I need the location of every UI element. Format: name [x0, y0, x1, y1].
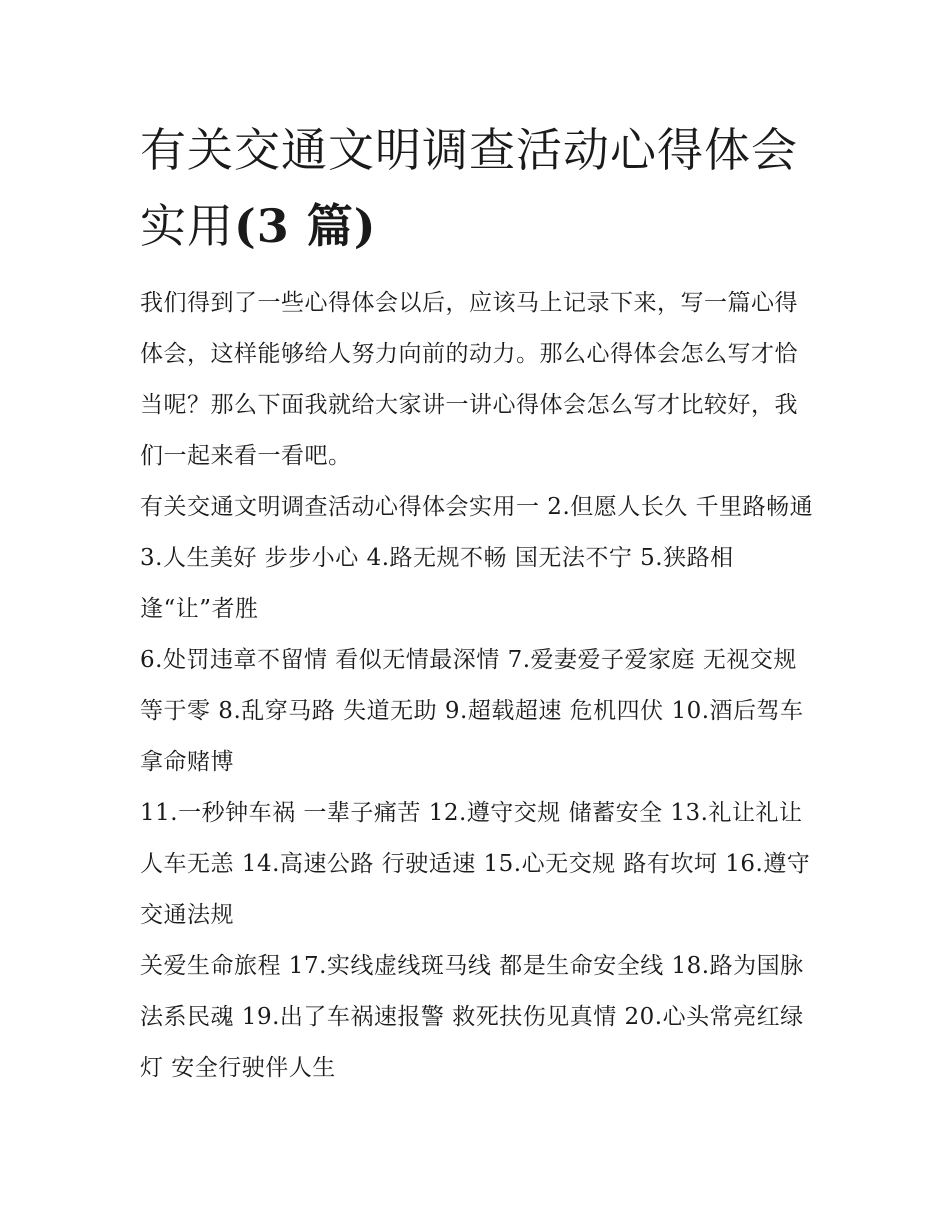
document-title [140, 112, 820, 264]
slogan-paragraph-3: 11.一秒钟车祸 一辈子痛苦 12.遵守交规 储蓄安全 13.礼让礼让人车无恙 14.高速公路 行驶适速 15.心无交规 路有坎坷 16.遵守交通法规 [140, 800, 811, 928]
title-suffix: (3 篇) [234, 199, 377, 253]
intro-paragraph: 我们得到了一些心得体会以后，应该马上记录下来，写一篇心得体会，这样能够给人努力向前的动力。那么心得体会怎么写才恰当呢？那么下面我就给大家讲一讲心得体会怎么写才比较好，我们一起来看一看吧。 [140, 290, 798, 469]
slogan-paragraph-2: 6.处罚违章不留情 看似无情最深情 7.爱妻爱子爱家庭 无视交规等于零 8.乱穿马路 失道无助 9.超载超速 危机四伏 10.酒后驾车 拿命赌博 [140, 647, 804, 775]
slogan-paragraph-1: 有关交通文明调查活动心得体会实用一 2.但愿人长久 千里路畅通 3.人生美好 步步小心 4.路无规不畅 国无法不宁 5.狭路相逢“让”者胜 [140, 494, 814, 622]
slogan-paragraph-4: 关爱生命旅程 17.实线虚线斑马线 都是生命安全线 18.路为国脉法系民魂 19.出了车祸速报警 救死扶伤见真情 20.心头常亮红绿灯 安全行驶伴人生 [140, 953, 804, 1081]
title-main: 有关交通文明调查活动心得体会实用 [140, 123, 798, 253]
document-page [140, 112, 820, 1094]
